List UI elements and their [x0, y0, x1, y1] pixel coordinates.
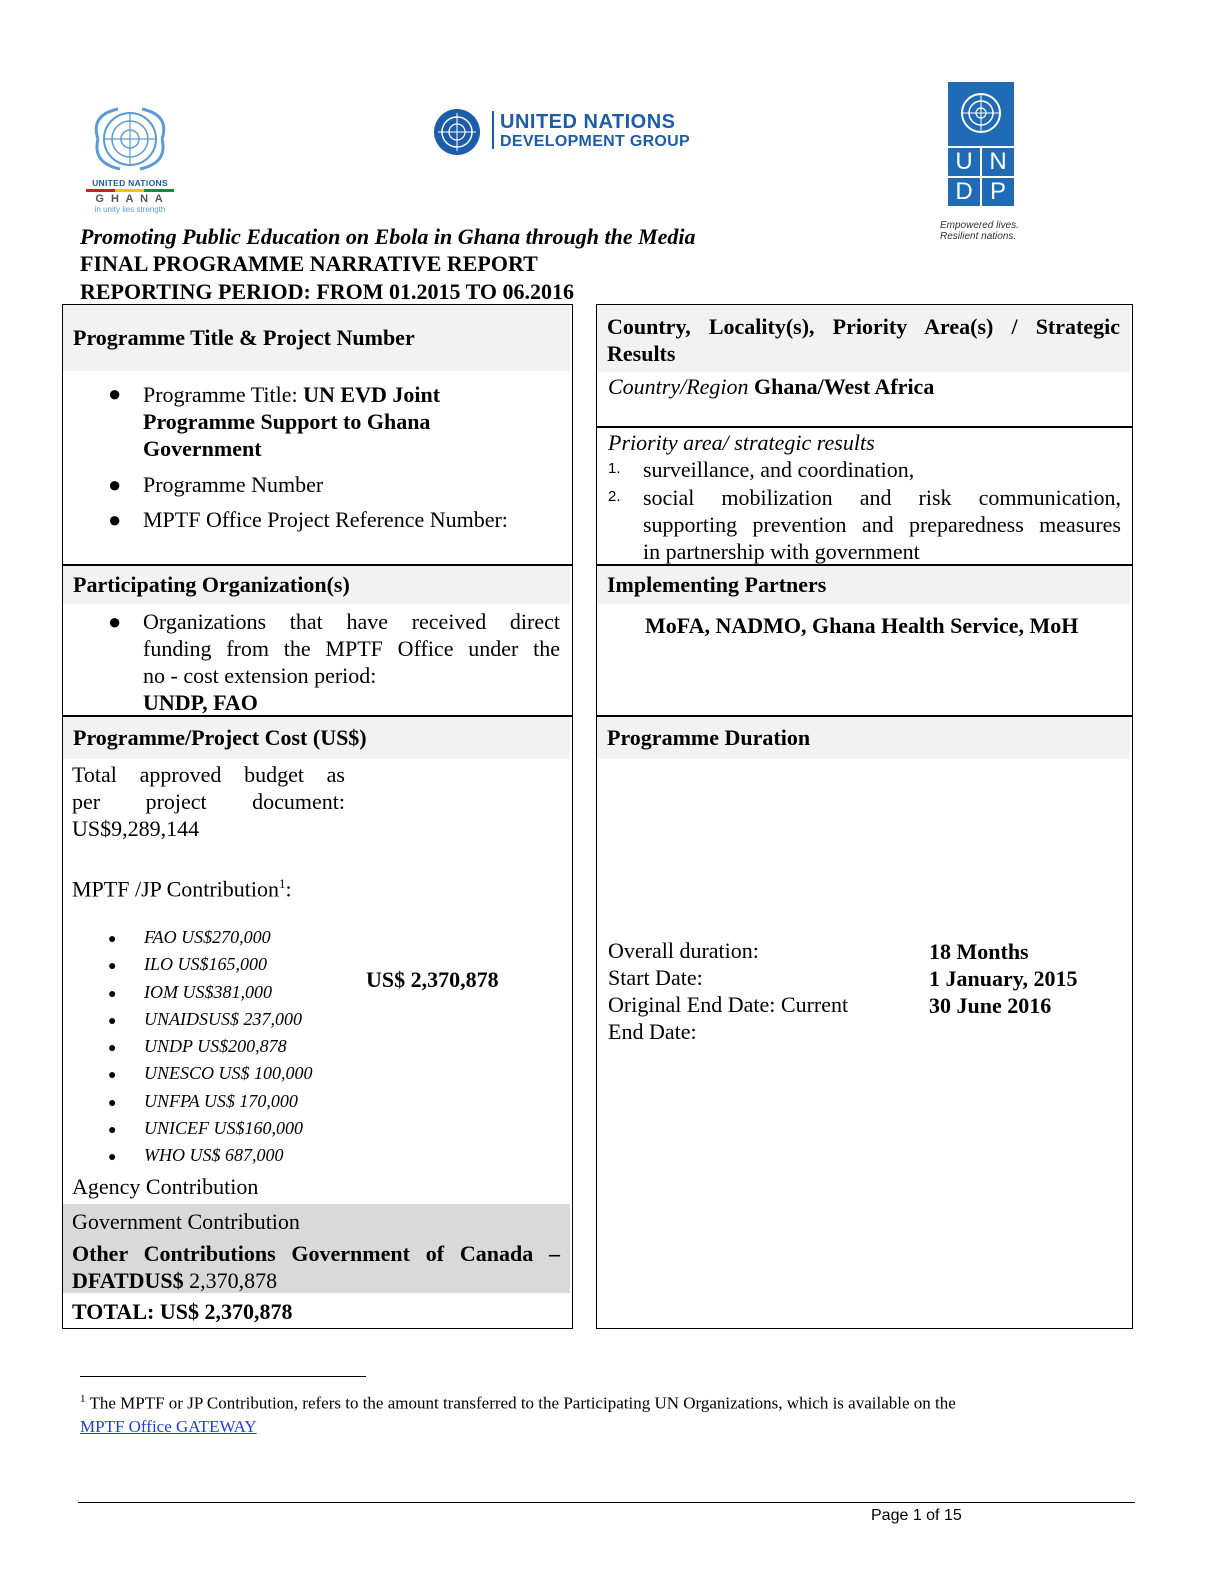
country-header — [597, 305, 1130, 372]
list-item — [608, 456, 1121, 483]
duration-header: Programme Duration — [597, 717, 1130, 759]
country-label: Country/Region — [608, 374, 749, 399]
budget-text — [72, 761, 345, 842]
end-label-2: End Date: — [608, 1019, 697, 1044]
list-item: ● UNESCO US$ 100,000 — [108, 1063, 313, 1084]
row-divider — [596, 426, 1132, 428]
budget-line-3: US$9,289,144 — [72, 816, 200, 841]
undp-letter-n: N — [982, 148, 1014, 176]
other-contributions-amount: 2,370,878 — [183, 1268, 278, 1293]
priority-number: 1. — [608, 460, 621, 477]
list-item: ● FAO US$270,000 — [108, 927, 271, 947]
contribution-label — [72, 870, 292, 902]
report-title: Promoting Public Education on Ebola in Ghana through the Media — [80, 224, 696, 249]
list-item: ● UNAIDSUS$ 237,000 — [108, 1008, 302, 1029]
agency-list — [108, 925, 358, 1171]
contribution-colon: : — [285, 876, 292, 902]
total-amount: TOTAL: US$ 2,370,878 — [72, 1299, 293, 1324]
end-label-1: Original End Date: Current — [608, 992, 849, 1017]
other-contributions-bold: DFATDUS$ — [72, 1268, 184, 1293]
undp-letter-p: P — [982, 178, 1014, 206]
footer-rule — [78, 1502, 1135, 1503]
country-value: Ghana/West Africa — [754, 374, 935, 399]
priority-list — [608, 456, 1121, 565]
start-value: 1 January, 2015 — [929, 966, 1078, 991]
overall-value: 18 Months — [929, 939, 1029, 964]
duration-labels — [608, 937, 848, 1045]
footnote — [80, 1388, 1140, 1438]
participating-line-3: no - cost extension period: — [143, 663, 377, 688]
country-field — [608, 373, 934, 400]
page-number: Page 1 of 15 — [871, 1507, 962, 1524]
undp-letter-u: U — [948, 148, 980, 176]
country-header-line-1: Country, Locality(s), Priority Area(s) / Strategic — [607, 314, 1120, 339]
budget-line-1: Total approved budget as — [72, 762, 345, 787]
participating-header: Participating Organization(s) — [63, 566, 570, 604]
overall-label: Overall duration: — [608, 938, 759, 963]
undg-line2: DEVELOPMENT GROUP — [500, 133, 691, 150]
un-emblem-icon — [430, 107, 484, 157]
cost-header: Programme/Project Cost (US$) — [63, 717, 570, 759]
footnote-text: The MPTF or JP Contribution, refers to the amount transferred to the Participating UN Organizations, which is available on the — [89, 1393, 956, 1413]
undp-tagline-1: Empowered lives. — [940, 220, 1019, 231]
contribution-label-text: MPTF /JP Contribution — [72, 876, 280, 902]
priority-text: surveillance, and coordination, — [643, 457, 915, 482]
list-item: ● UNICEF US$160,000 — [108, 1118, 303, 1139]
list-item: ● WHO US$ 687,000 — [108, 1145, 284, 1166]
undg-line1: UNITED NATIONS — [500, 111, 676, 133]
duration-values — [929, 938, 1078, 1019]
contribution-total: US$ 2,370,878 — [366, 967, 499, 992]
government-contribution-label: Government Contribution — [72, 1209, 300, 1234]
footnote-marker: 1 — [80, 1393, 86, 1405]
undg-logo — [430, 105, 700, 161]
footnote-rule — [80, 1376, 366, 1377]
end-value: 30 June 2016 — [929, 993, 1052, 1018]
priority-text: in partnership with government — [643, 539, 920, 564]
agency-contribution-label: Agency Contribution — [72, 1174, 259, 1199]
bullet-icon: ● — [108, 609, 122, 634]
participating-line-1: Organizations that have received direct — [143, 609, 560, 634]
partners-value: MoFA, NADMO, Ghana Health Service, MoH — [645, 613, 1079, 638]
undp-logo — [940, 82, 1028, 242]
other-contributions — [72, 1240, 560, 1294]
undp-letter-d: D — [948, 178, 980, 206]
bullet-icon: ● — [108, 472, 122, 497]
programme-title-header: Programme Title & Project Number — [63, 305, 570, 371]
un-ghana-tagline: in unity lies strength — [94, 205, 166, 214]
partners-header: Implementing Partners — [597, 566, 1130, 604]
start-label: Start Date: — [608, 965, 703, 990]
participating-text — [143, 608, 560, 716]
mptf-gateway-link[interactable]: MPTF Office GATEWAY — [80, 1416, 257, 1436]
programme-number-label: Programme Number — [143, 472, 324, 497]
list-item: ● UNDP US$200,878 — [108, 1036, 287, 1057]
un-emblem-icon — [956, 88, 1006, 138]
programme-title-field — [143, 381, 563, 462]
un-ghana-line2: G H A N A — [95, 193, 165, 205]
un-emblem-icon — [80, 105, 180, 173]
un-ghana-logo — [80, 105, 180, 214]
budget-line-2: per project document: — [72, 789, 345, 814]
undp-emblem — [948, 82, 1014, 146]
priority-text: supporting prevention and preparedness measures — [643, 512, 1121, 537]
list-item: ● IOM US$381,000 — [108, 981, 272, 1002]
priority-number: 2. — [608, 488, 621, 505]
list-item: ● ILO US$165,000 — [108, 954, 268, 975]
priority-text: social mobilization and risk communication, — [643, 485, 1121, 510]
priority-label: Priority area/ strategic results — [608, 430, 875, 455]
reporting-period: REPORTING PERIOD: FROM 01.2015 TO 06.2016 — [80, 279, 575, 304]
list-item: ● UNFPA US$ 170,000 — [108, 1090, 298, 1111]
programme-title-value-2: Programme Support to Ghana — [143, 409, 431, 434]
other-contributions-line-1: Other Contributions Government of Canada – — [72, 1241, 560, 1266]
programme-title-label: Programme Title: — [143, 382, 298, 407]
participating-line-2: funding from the MPTF Office under the — [143, 636, 560, 661]
un-ghana-line1: UNITED NATIONS — [92, 178, 168, 188]
undp-tagline-2: Resilient nations. — [940, 231, 1017, 242]
country-header-line-2: Results — [607, 341, 676, 366]
footnote-marker: 1 — [279, 876, 286, 891]
programme-title-value-3: Government — [143, 436, 262, 461]
list-item — [608, 484, 1121, 565]
programme-title-value-1: UN EVD Joint — [303, 382, 441, 407]
bullet-icon: ● — [108, 507, 122, 532]
bullet-icon: ● — [108, 381, 122, 406]
report-type: FINAL PROGRAMME NARRATIVE REPORT — [80, 251, 538, 276]
mptf-ref-label: MPTF Office Project Reference Number: — [143, 507, 508, 532]
participating-orgs: UNDP, FAO — [143, 690, 258, 715]
